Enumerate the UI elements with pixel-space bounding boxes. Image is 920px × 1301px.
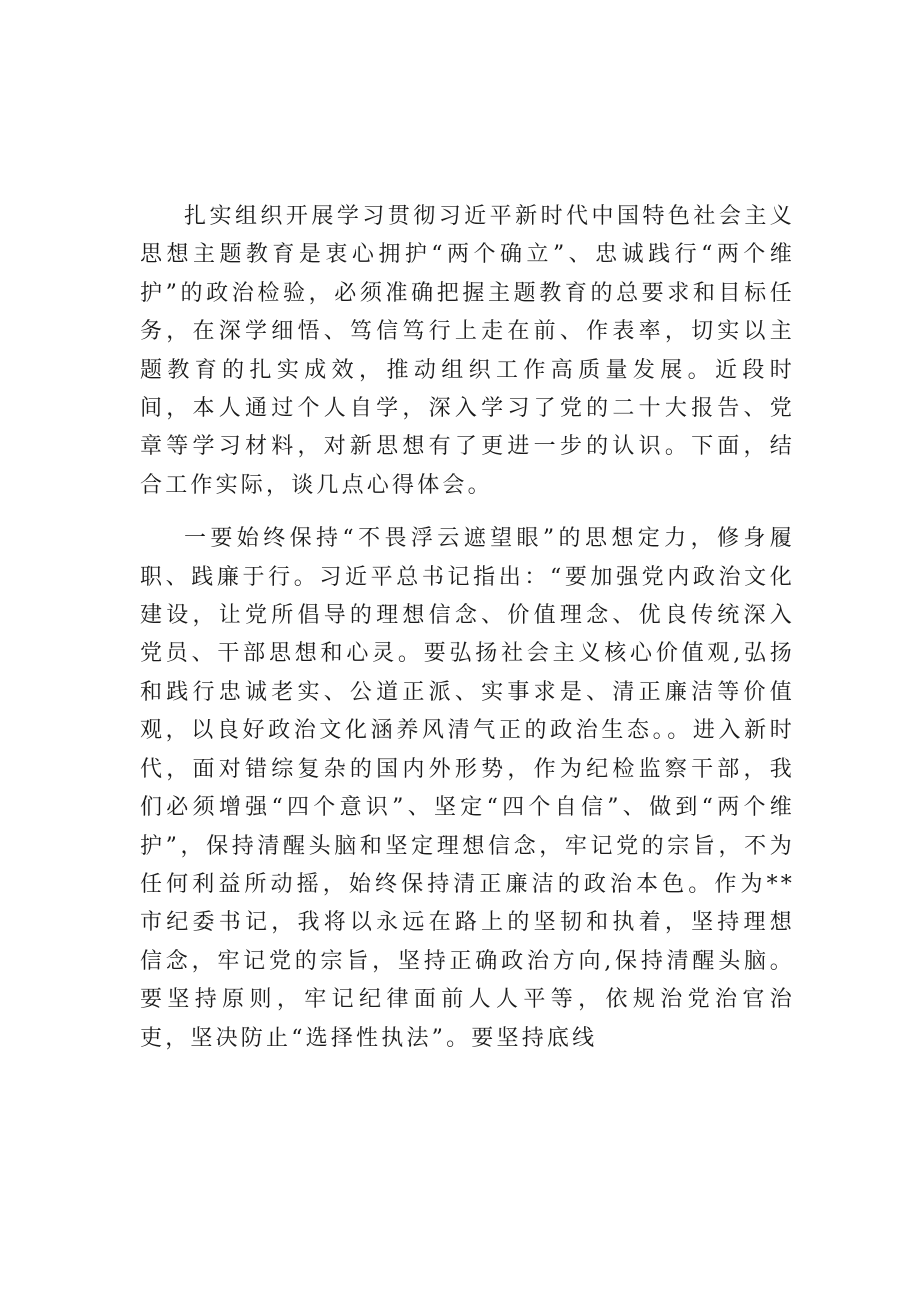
- paragraph-intro: 扎实组织开展学习贯彻习近平新时代中国特色社会主义思想主题教育是衷心拥护“两个确立”、忠诚践行“两个维护”的政治检验，必须准确把握主题教育的总要求和目标任务，在深学细悟、笃信笃行上走在前、作表率，切实以主题教育的扎实成效，推动组织工作高质量发展。近段时间，本人通过个人自学，深入学习了党的二十大报告、党章等学习材料，对新思想有了更进一步的认识。下面，结合工作实际，谈几点心得体会。: [140, 204, 795, 498]
- paragraph-point-one: 一要始终保持“不畏浮云遮望眼”的思想定力，修身履职、践廉于行。习近平总书记指出：“要加强党内政治文化建设，让党所倡导的理想信念、价值理念、优良传统深入党员、干部思想和心灵。要弘扬社会主义核心价值观,弘扬和践行忠诚老实、公道正派、实事求是、清正廉洁等价值观，以良好政治文化涵养风清气正的政治生态。。进入新时代，面对错综复杂的国内外形势，作为纪检监察干部，我们必须增强“四个意识”、坚定“四个自信”、做到“两个维护”，保持清醒头脑和坚定理想信念，牢记党的宗旨，不为任何利益所动摇，始终保持清正廉洁的政治本色。作为**市纪委书记，我将以永远在路上的坚韧和执着，坚持理想信念，牢记党的宗旨，坚持正确政治方向,保持清醒头脑。要坚持原则，牢记纪律面前人人平等，依规治党治官治吏，坚决防止“选择性执法”。要坚持底线: [140, 526, 795, 1051]
- document-body: [140, 198, 795, 1058]
